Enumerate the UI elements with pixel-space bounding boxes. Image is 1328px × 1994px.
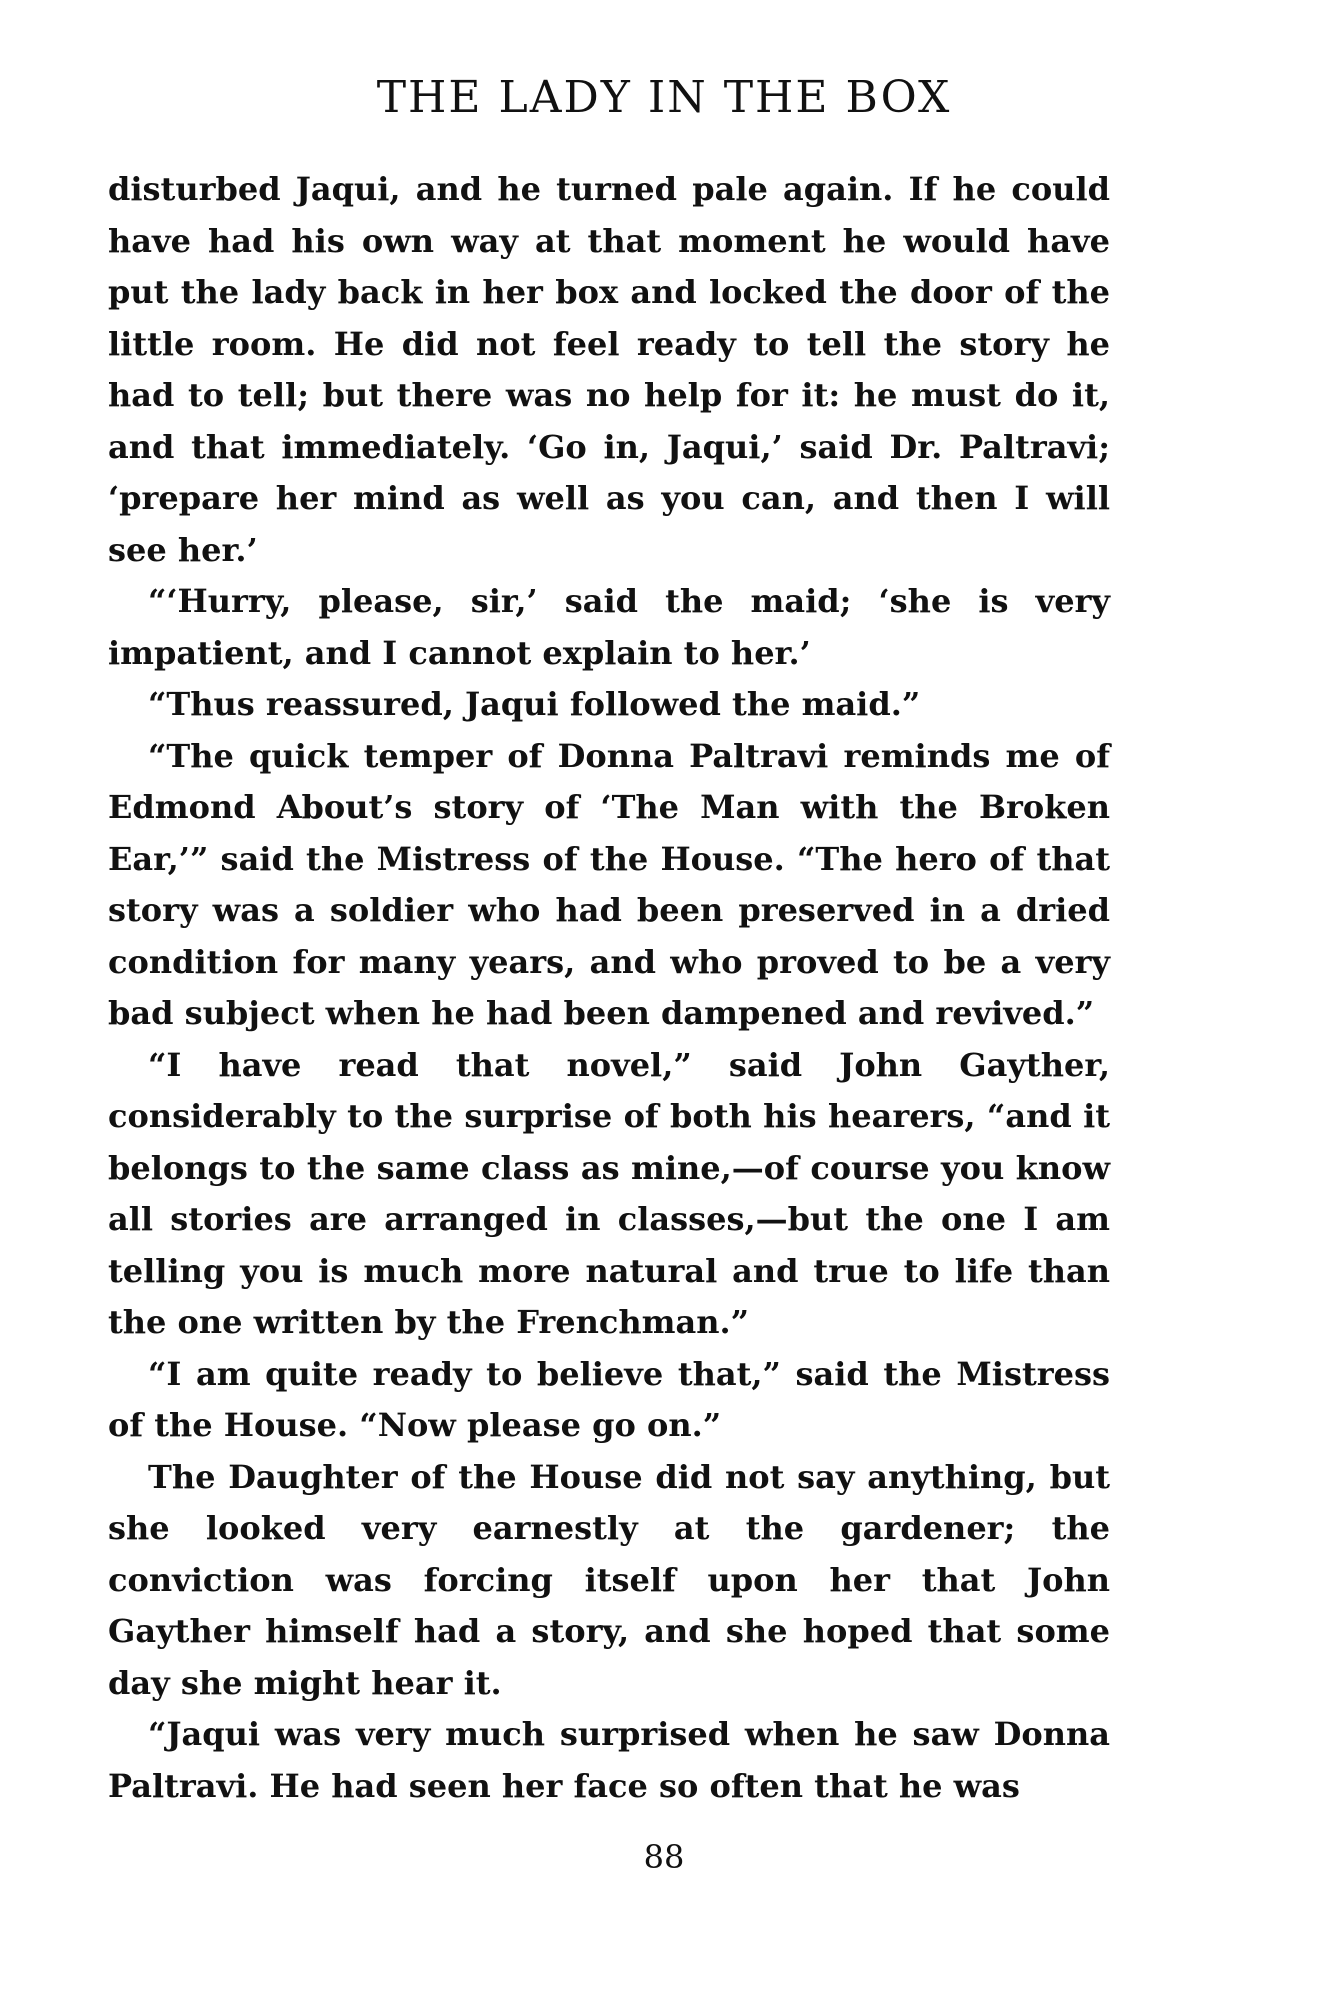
body-text: [108, 164, 1110, 1812]
paragraph: The Daughter of the House did not say anything, but she looked very earnestly at the gardener; the conviction was forcing itself upon her that John Gayther himself had a story, and she hoped that some day she might hear it.: [108, 1457, 1110, 1702]
paragraph: “‘Hurry, please, sir,’ said the maid; ‘she is very impatient, and I cannot explain to her.’: [108, 582, 1110, 672]
paragraph: “The quick temper of Donna Paltravi reminds me of Edmond About’s story of ‘The Man with the Broken Ear,’” said the Mistress of the House. “The hero of that story was a soldier who had been preserved in a dried condition for many years, and who proved to be a very bad subject when he had been dampened and revived.”: [108, 736, 1110, 1032]
running-head: THE LADY IN THE BOX: [376, 72, 952, 123]
paragraph: “I have read that novel,” said John Gayther, considerably to the surprise of both his hearers, “and it belongs to the same class as mine,—of course you know all stories are arranged in classes,—but the one I am telling you is much more natural and true to life than the one written by the Frenchman.”: [108, 1045, 1110, 1341]
paragraph: “I am quite ready to believe that,” said the Mistress of the House. “Now please go on.”: [108, 1354, 1110, 1444]
page-number: 88: [643, 1838, 685, 1876]
paragraph: disturbed Jaqui, and he turned pale again. If he could have had his own way at that moment he would have put the lady back in her box and locked the door of the little room. He did not feel ready to tell the story he had to tell; but there was no help for it: he must do it, and that immediately. ‘Go in, Jaqui,’ said Dr. Paltravi; ‘prepare her mind as well as you can, and then I will see her.’: [108, 170, 1110, 569]
paragraph: “Thus reassured, Jaqui followed the maid.”: [148, 685, 921, 723]
paragraph: “Jaqui was very much surprised when he saw Donna Paltravi. He had seen her face so often that he was: [108, 1715, 1110, 1805]
